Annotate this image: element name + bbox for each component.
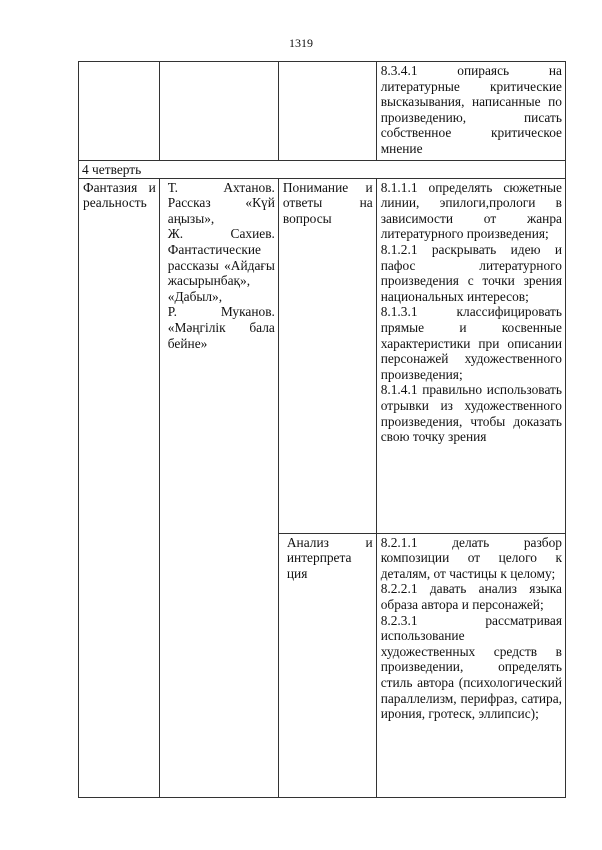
text-item: Т. Ахтанов. Рассказ «Күй аңызы», (167, 179, 275, 226)
theme-cell (79, 178, 160, 797)
empty-cell (79, 62, 160, 161)
text-item: Ж. Сахиев. Фантастические рассказы «Айдағы жасырынбақ», «Дабыл», (167, 226, 275, 304)
table-row (79, 62, 566, 161)
empty-cell (278, 62, 376, 161)
skill-text: Понимание и ответы на вопросы (282, 179, 373, 226)
objective-text: 8.1.1.1 определять сюжетные линии, эпилоги,прологи в зависимости от жанра литературного произведения; (380, 179, 562, 242)
objective-text: 8.2.1.1 делать разбор композиции от целого к деталям, от частицы к целому; (380, 534, 562, 581)
skill-cell (278, 533, 376, 797)
quarter-row (79, 161, 566, 179)
texts-cell (159, 178, 278, 797)
page-number: 1319 (289, 36, 313, 50)
objective-text: 8.2.2.1 давать анализ языка образа автора и персонажей; (380, 581, 562, 612)
skill-text: Анализ и интерпрета ция (286, 534, 373, 581)
objectives-cell (376, 178, 565, 533)
objectives-cell (376, 533, 565, 797)
objective-cell (376, 62, 565, 161)
skill-cell (278, 178, 376, 533)
objective-text: 8.1.4.1 правильно использовать отрывки из художественного произведения, чтобы доказать свою точку зрения (380, 382, 562, 445)
theme-text: Фантазия и реальность (83, 179, 156, 211)
objective-text: 8.1.3.1 классифицировать прямые и косвенные характеристики при описании персонажей художественного произведения; (380, 304, 562, 382)
objective-text: 8.1.2.1 раскрывать идею и пафос литературного произведения с точки зрения национальных интересов; (380, 241, 562, 304)
table-row (79, 178, 566, 533)
quarter-label: 4 четверть (79, 161, 566, 179)
objective-text: 8.2.3.1 рассматривая использование художественных средств в произведении, определять стиль автора (психологический параллелизм, перифраз, сатира, ирония, гротеск, эллипсис); (380, 612, 562, 722)
empty-cell (159, 62, 278, 161)
curriculum-table (78, 61, 566, 798)
text-item: Р. Муканов. «Мәңгілік бала бейне» (167, 304, 275, 351)
objective-text: 8.3.4.1 опираясь на литературные критические высказывания, написанные по произведению, писать собственное критическое мнение (380, 63, 562, 156)
